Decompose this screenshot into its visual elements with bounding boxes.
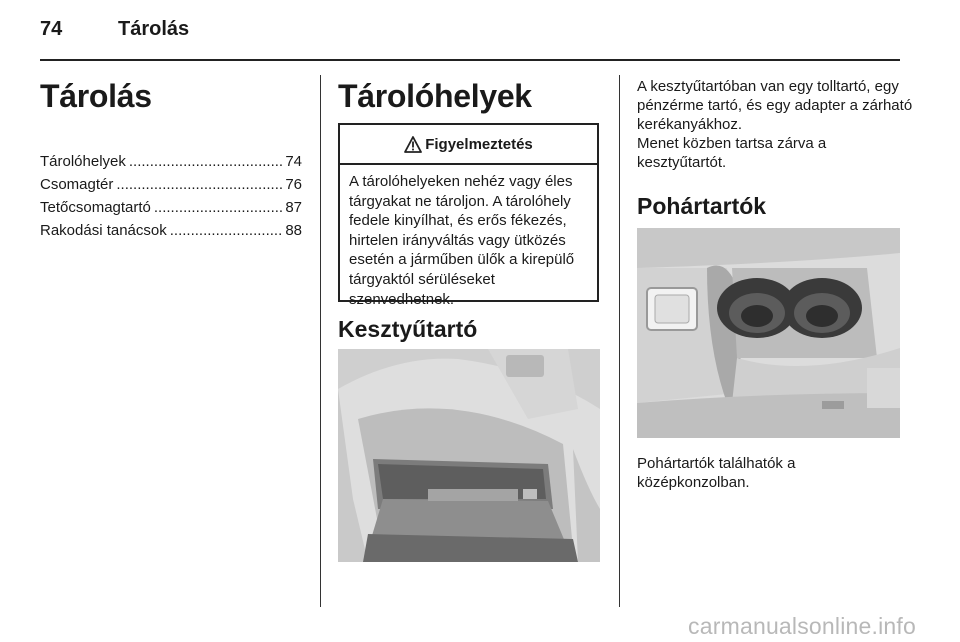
- page-number: 74: [40, 18, 63, 40]
- table-of-contents: [40, 150, 302, 242]
- chapter-title: Tárolás: [40, 78, 152, 114]
- watermark: carmanualsonline.info: [688, 613, 916, 639]
- warning-box: [338, 123, 599, 308]
- warning-text: A tárolóhelyeken nehéz vagy éles tárgyakat ne tároljon. A tárolóhely fedele kinyílhat, és erős fékezés, hirtelen irányváltás vagy ütközés esetén a járműben ülők a kirepülő tárgyaktól sérüléseket szenvedhetnek.: [349, 173, 575, 308]
- toc-page: 88: [285, 222, 302, 239]
- running-header: Tárolás: [118, 18, 190, 40]
- warning-header: [340, 125, 597, 165]
- toc-label: Rakodási tanácsok: [40, 222, 167, 239]
- section-title: Tárolóhelyek: [338, 78, 532, 114]
- toc-page: 74: [285, 153, 302, 170]
- toc-leader: [129, 150, 282, 173]
- toc-entry[interactable]: [40, 150, 302, 173]
- column-divider-1: [320, 75, 321, 607]
- warning-title: Figyelmeztetés: [425, 135, 533, 153]
- warning-triangle-icon: [404, 136, 422, 153]
- toc-entry[interactable]: [40, 219, 302, 242]
- toc-leader: [116, 173, 282, 196]
- toc-label: Tárolóhelyek: [40, 153, 126, 170]
- toc-entry[interactable]: [40, 196, 302, 219]
- header-rule: [40, 59, 900, 61]
- glovebox-heading: Kesztyűtartó: [338, 316, 478, 342]
- glovebox-description: A kesztyűtartóban van egy tolltartó, egy pénzérme tartó, és egy adapter a zárható kerékanyákhoz.: [637, 78, 913, 133]
- glovebox-photo: [338, 349, 600, 562]
- glovebox-instruction: Menet közben tartsa zárva a kesztyűtartót.: [637, 135, 827, 171]
- toc-leader: [170, 219, 283, 242]
- cupholder-photo: [637, 228, 900, 438]
- toc-leader: [154, 196, 282, 219]
- column-divider-2: [619, 75, 620, 607]
- cupholder-description: Pohártartók találhatók a középkonzolban.: [637, 455, 796, 491]
- cupholder-heading: Pohártartók: [637, 193, 767, 219]
- toc-page: 76: [285, 176, 302, 193]
- toc-page: 87: [285, 199, 302, 216]
- toc-label: Tetőcsomagtartó: [40, 199, 151, 216]
- toc-label: Csomagtér: [40, 176, 114, 193]
- toc-entry[interactable]: [40, 173, 302, 196]
